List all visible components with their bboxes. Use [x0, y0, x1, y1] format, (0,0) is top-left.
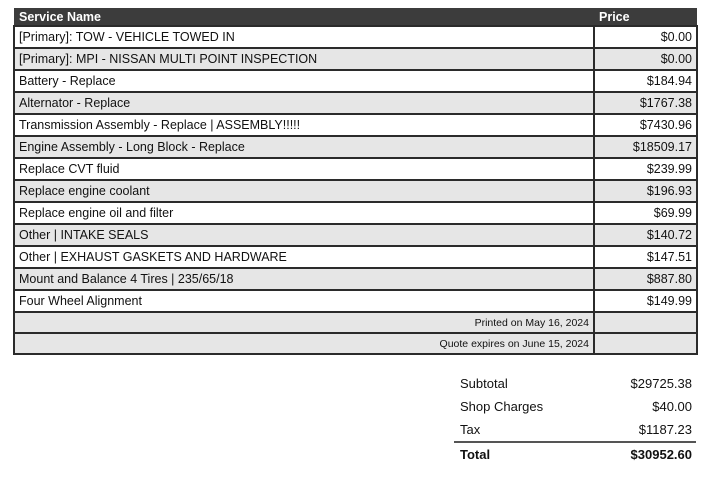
- price-header: Price: [594, 8, 697, 26]
- table-row: [14, 70, 697, 92]
- service-price-cell: $18509.17: [594, 136, 697, 158]
- empty-cell: [594, 312, 697, 333]
- table-row: [14, 92, 697, 114]
- service-price-cell: $7430.96: [594, 114, 697, 136]
- service-price-cell: $0.00: [594, 26, 697, 48]
- table-row: [14, 202, 697, 224]
- service-name-cell: [Primary]: TOW - VEHICLE TOWED IN: [14, 26, 594, 48]
- table-row: [14, 290, 697, 312]
- service-price-cell: $887.80: [594, 268, 697, 290]
- service-name-cell: [Primary]: MPI - NISSAN MULTI POINT INSPECTION: [14, 48, 594, 70]
- shop-charges-value: $40.00: [652, 399, 692, 414]
- service-name-cell: Replace CVT fluid: [14, 158, 594, 180]
- quote-expiry-date: Quote expires on June 15, 2024: [14, 333, 594, 354]
- table-row: [14, 136, 697, 158]
- service-name-cell: Replace engine coolant: [14, 180, 594, 202]
- shop-charges-label: Shop Charges: [460, 399, 544, 414]
- subtotal-value: $29725.38: [630, 376, 692, 391]
- service-name-cell: Engine Assembly - Long Block - Replace: [14, 136, 594, 158]
- service-name-cell: Battery - Replace: [14, 70, 594, 92]
- subtotal-row: [454, 372, 696, 395]
- service-name-cell: Mount and Balance 4 Tires | 235/65/18: [14, 268, 594, 290]
- empty-cell: [594, 333, 697, 354]
- table-row: [14, 268, 697, 290]
- table-row: [14, 114, 697, 136]
- tax-row: [454, 418, 696, 442]
- table-header-row: [14, 8, 697, 26]
- total-row: [454, 442, 696, 465]
- service-name-cell: Replace engine oil and filter: [14, 202, 594, 224]
- service-price-cell: $69.99: [594, 202, 697, 224]
- service-quote-table: [13, 8, 698, 355]
- table-row: [14, 158, 697, 180]
- service-name-cell: Four Wheel Alignment: [14, 290, 594, 312]
- table-row: [14, 246, 697, 268]
- service-name-cell: Other | EXHAUST GASKETS AND HARDWARE: [14, 246, 594, 268]
- tax-label: Tax: [460, 422, 481, 437]
- table-row: [14, 48, 697, 70]
- service-price-cell: $196.93: [594, 180, 697, 202]
- service-price-cell: $149.99: [594, 290, 697, 312]
- totals-summary: [454, 372, 696, 465]
- service-name-header: Service Name: [14, 8, 594, 26]
- service-price-cell: $0.00: [594, 48, 697, 70]
- tax-value: $1187.23: [638, 422, 692, 437]
- service-price-cell: $184.94: [594, 70, 697, 92]
- service-price-cell: $140.72: [594, 224, 697, 246]
- service-price-cell: $239.99: [594, 158, 697, 180]
- service-name-cell: Alternator - Replace: [14, 92, 594, 114]
- total-value: $30952.60: [584, 442, 696, 465]
- table-row: [14, 26, 697, 48]
- quote-expiry-row: [14, 333, 697, 354]
- printed-date: Printed on May 16, 2024: [14, 312, 594, 333]
- total-label: Total: [454, 442, 584, 465]
- service-price-cell: $147.51: [594, 246, 697, 268]
- table-row: [14, 180, 697, 202]
- service-name-cell: Transmission Assembly - Replace | ASSEMBLY!!!!!: [14, 114, 594, 136]
- table-row: [14, 224, 697, 246]
- service-name-cell: Other | INTAKE SEALS: [14, 224, 594, 246]
- service-price-cell: $1767.38: [594, 92, 697, 114]
- printed-date-row: [14, 312, 697, 333]
- subtotal-label: Subtotal: [460, 376, 508, 391]
- shop-charges-row: [454, 395, 696, 418]
